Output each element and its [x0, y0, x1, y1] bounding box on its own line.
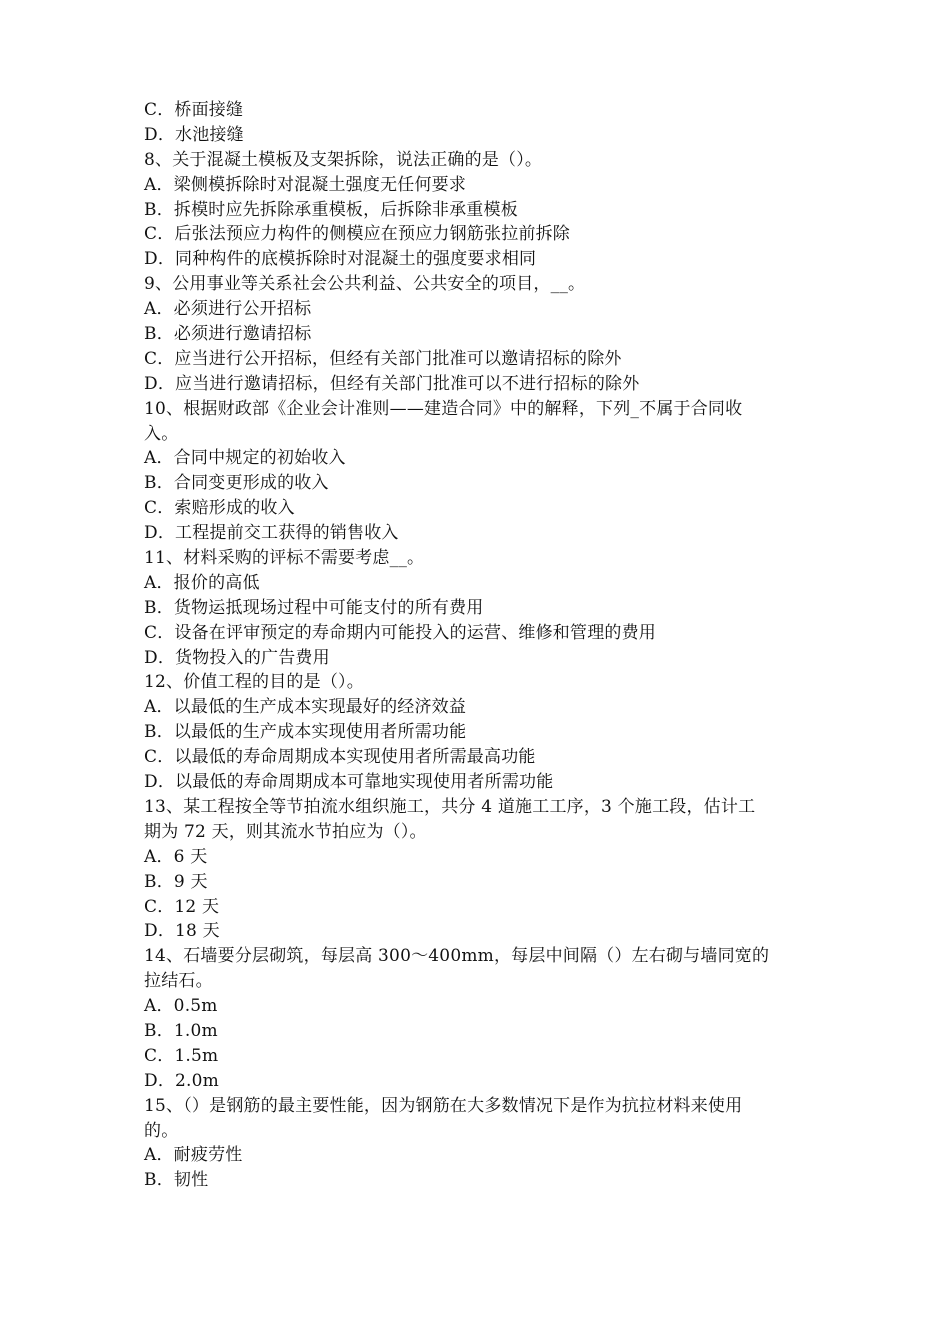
option-line: D．水池接缝 [144, 124, 244, 145]
option-line: C．以最低的寿命周期成本实现使用者所需最高功能 [144, 747, 536, 768]
option-line: D．2.0m [144, 1070, 219, 1091]
option-line: C．设备在评审预定的寿命期内可能投入的运营、维修和管理的费用 [144, 622, 657, 643]
option-line: B．必须进行邀请招标 [144, 324, 312, 345]
question-line: 10、根据财政部《企业会计准则——建造合同》中的解释，下列_不属于合同收 [144, 398, 743, 419]
option-line: B．9 天 [144, 871, 208, 892]
option-line: A．0.5m [144, 996, 218, 1017]
option-line: A．必须进行公开招标 [144, 299, 312, 320]
option-line: C．后张法预应力构件的侧模应在预应力钢筋张拉前拆除 [144, 224, 571, 245]
question-line: 11、材料采购的评标不需要考虑__。 [144, 548, 425, 569]
question-line: 12、价值工程的目的是（）。 [144, 672, 364, 693]
option-line: B．韧性 [144, 1170, 209, 1191]
option-line: B．拆模时应先拆除承重模板，后拆除非承重模板 [144, 199, 518, 220]
question-line: 8、关于混凝土模板及支架拆除，说法正确的是（）。 [144, 149, 543, 170]
option-line: A．梁侧模拆除时对混凝土强度无任何要求 [144, 174, 467, 195]
option-line: C．桥面接缝 [144, 100, 244, 120]
question-continuation-line: 拉结石。 [144, 971, 213, 992]
option-line: C．12 天 [144, 896, 220, 917]
option-line: D．以最低的寿命周期成本可靠地实现使用者所需功能 [144, 772, 554, 793]
option-line: D．同种构件的底模拆除时对混凝土的强度要求相同 [144, 249, 537, 270]
option-line: A．合同中规定的初始收入 [144, 448, 346, 469]
option-line: D．货物投入的广告费用 [144, 647, 330, 668]
option-line: B．1.0m [144, 1020, 218, 1041]
option-line: C．索赔形成的收入 [144, 498, 295, 519]
option-line: A．以最低的生产成本实现最好的经济效益 [144, 697, 467, 718]
option-line: A．报价的高低 [144, 572, 260, 593]
option-line: B．合同变更形成的收入 [144, 473, 329, 494]
option-line: A．6 天 [144, 846, 208, 867]
question-line: 14、石墙要分层砌筑，每层高 300～400mm，每层中间隔（）左右砌与墙同宽的 [144, 946, 770, 967]
option-line: C．1.5m [144, 1045, 219, 1066]
option-line: B．货物运抵现场过程中可能支付的所有费用 [144, 597, 484, 618]
question-continuation-line: 期为 72 天，则其流水节拍应为（）。 [144, 821, 427, 842]
question-continuation-line: 入。 [144, 423, 179, 444]
option-line: D．应当进行邀请招标，但经有关部门批准可以不进行招标的除外 [144, 373, 640, 394]
option-line: D．工程提前交工获得的销售收入 [144, 523, 399, 544]
document-page [144, 98, 812, 1193]
option-line: C．应当进行公开招标，但经有关部门批准可以邀请招标的除外 [144, 348, 622, 369]
question-line: 13、某工程按全等节拍流水组织施工，共分 4 道施工工序，3 个施工段，估计工 [144, 796, 756, 817]
option-line: B．以最低的生产成本实现使用者所需功能 [144, 722, 467, 743]
question-line: 9、公用事业等关系社会公共利益、公共安全的项目，__。 [144, 274, 586, 295]
question-line: 15、（）是钢筋的最主要性能，因为钢筋在大多数情况下是作为抗拉材料来使用 [144, 1095, 743, 1116]
option-line: D．18 天 [144, 921, 220, 942]
question-continuation-line: 的。 [144, 1120, 179, 1141]
option-line: A．耐疲劳性 [144, 1145, 243, 1166]
